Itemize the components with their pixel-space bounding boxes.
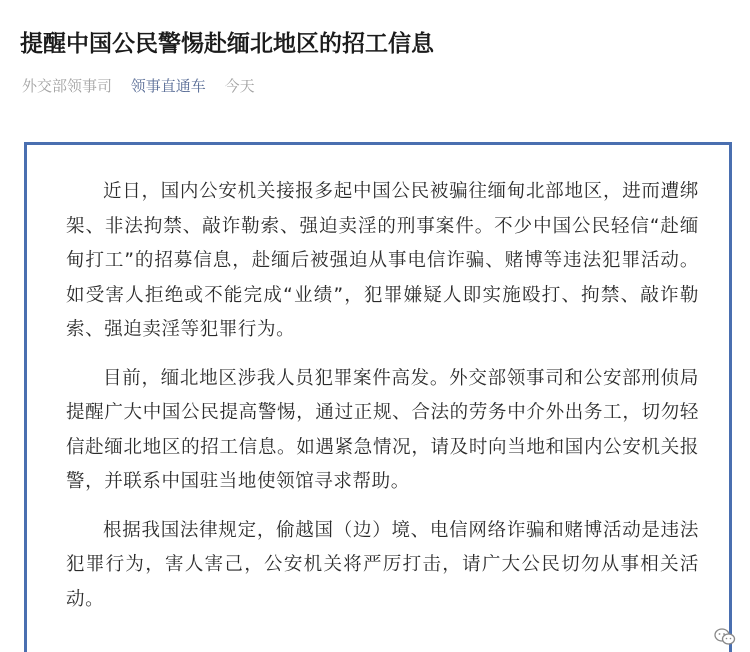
paragraph-3: 根据我国法律规定，偷越国（边）境、电信网络诈骗和赌博活动是违法犯罪行为，害人害己，公安机关将严厉打击，请广大公民切勿从事相关活动。	[66, 519, 699, 610]
author-name: 外交部领事司	[22, 77, 113, 95]
paragraph-1: 近日，国内公安机关接报多起中国公民被骗往缅甸北部地区，进而遭绑架、非法拘禁、敲诈勒索、强迫卖淫的刑事案件。不少中国公民轻信“赴缅甸打工”的招募信息，赴缅后被强迫从事电信诈骗、赌博等违法犯罪活动。如受害人拒绝或不能完成“业绩”，犯罪嫌疑人即实施殴打、拘禁、敲诈勒索、强迫卖淫等犯罪行为。	[66, 181, 699, 340]
watermark	[714, 628, 736, 646]
paragraph-2: 目前，缅北地区涉我人员犯罪案件高发。外交部领事司和公安部刑侦局提醒广大中国公民提高警惕，通过正规、合法的劳务中介外出务工，切勿轻信赴缅北地区的招工信息。如遇紧急情况，请及时向当地和国内公安机关报警，并联系中国驻当地使领馆寻求帮助。	[66, 367, 699, 492]
notice-box	[24, 142, 732, 652]
account-link[interactable]: 领事直通车	[130, 77, 206, 95]
wechat-icon	[714, 628, 736, 646]
article-meta	[22, 74, 269, 98]
publish-time: 今天	[224, 77, 255, 95]
article-title: 提醒中国公民警惕赴缅北地区的招工信息	[20, 31, 434, 57]
